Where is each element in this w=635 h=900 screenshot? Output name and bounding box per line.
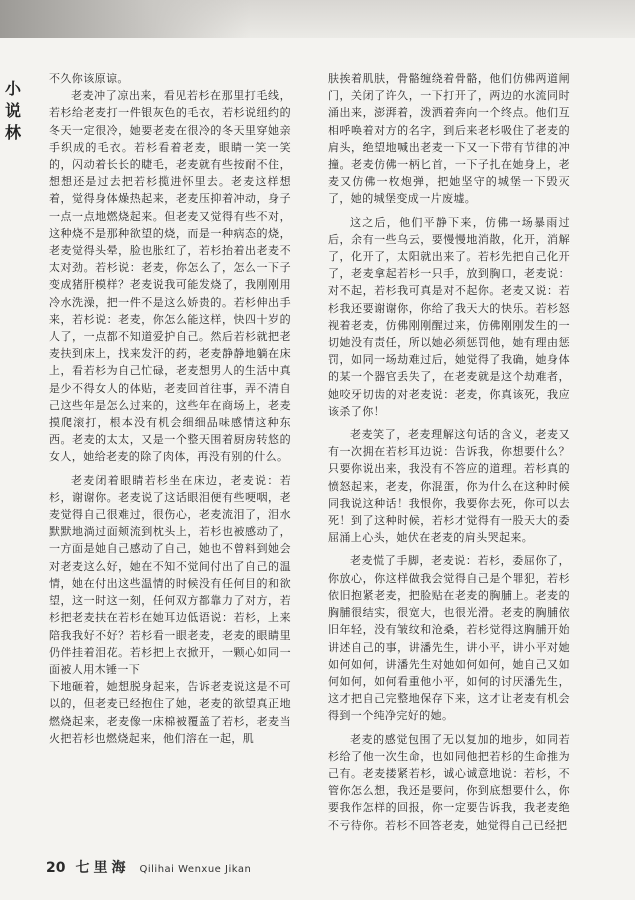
paragraph: 老麦冲了凉出来，看见若杉在那里打毛线，若杉给老麦打一件银灰色的毛衣，若杉说纽约的冬天一定很冷，她要老麦在很冷的冬天里穿她亲手织成的毛衣。若杉看着老麦，眼睛一笑一笑的，闪动着长长的睫毛，老麦就有些按耐不住，想想还是过去把若杉揽进怀里去。老麦这样想着，觉得身体燥热起来，老麦压抑着冲动，身子一点一点地燃烧起来。但老麦又觉得有些不对，这种烧不是那种欲望的烧，而是一种病态的烧，老麦觉得头晕，脸也胀红了，若杉抬着出老麦不太对劲。若杉说：老麦，你怎么了，怎么一下子变成猪肝模样？老麦说我可能发烧了，我刚刚用冷水洗澡，把一件不是这么娇贵的。若杉伸出手来，若杉说：老麦，你怎么能这样，快四十岁的人了，一点都不知道爱护自己。然后若杉就把老麦扶到床上，找来发汗的药，老麦静静地躺在床上，看若杉为自己忙碌，老麦想男人的生活中真是少不得女人的体贴，老麦回首往事，弄不清自己这些年是怎么过来的，这些年在商场上，老麦摸爬滚打，根本没有机会细细品味感情这种东西。老麦的太太，又是一个整天围着厨房转悠的女人，她给老麦的除了肉体，再没有别的什么。: [49, 89, 291, 464]
page-footer: [46, 857, 251, 877]
magazine-name-en: Qilihai Wenxue Jikan: [139, 864, 252, 875]
header-decoration: [0, 0, 250, 38]
section-label: 小说林: [4, 79, 21, 142]
left-column: [49, 70, 291, 747]
paragraph: 肤挨着肌肤，骨骼缠绕着骨骼，他们仿佛两道闸门，关闭了许久，一下打开了，两边的水流同时涌出来，澎湃着，泼洒着奔向一个终点。他们互相呼唤着对方的名字，到后来老杉吸住了老麦的肩头，绝望地喊出老麦一下又一下带有节律的冲撞。老麦仿佛一柄匕首，一下子扎在她身上，老麦又仿佛一枚炮弹，把她坚守的城堡一下毁灭了，她的城堡变成一片废墟。: [328, 72, 570, 206]
header-band: [0, 0, 635, 38]
paragraph: 老麦的感觉包围了无以复加的地步，如同若杉给了他一次生命，也如同他把若杉的生命推为己有。老麦搂紧若杉，诚心诚意地说：若杉，不管你怎么想，我还是要问，你到底想要什么，你要我作怎样的回报，你一定要告诉我，我老麦绝不亏待你。若杉不回答老麦，她觉得自己已经把: [328, 732, 570, 832]
paragraph: 不久你该原谅。: [49, 72, 129, 85]
paragraph: 老麦笑了，老麦理解这句话的含义，老麦又有一次拥在若杉耳边说：告诉我，你想要什么？只要你说出来，我没有不答应的道理。若杉真的愤怒起来，老麦，你混蛋，你为什么在这种时候同我说这种话！我恨你，我要你去死，你可以去死！到了这种时候，若杉才觉得有一股天大的委屈涌上心头，她伏在老麦的肩头哭起来。: [328, 428, 570, 545]
paragraph: 这之后，他们平静下来，仿佛一场暴雨过后，余有一些乌云，要慢慢地消散，化开，消解了，化开了，太阳就出来了。若杉先把自己化开了，老麦拿起若杉一只手，放到胸口，老麦说：对不起，若杉我可真是对不起你。老麦又说：若杉我还要谢谢你，你给了我天大的快乐。若杉怒视着老麦，仿佛刚刚醒过来，仿佛刚刚发生的一切她没有责任，所以她必须惩罚他，她有理由惩罚，如同一场劫难过后，她觉得了我确，她身体的某一个器官丢失了，在老麦就是这个劫难者，她咬牙切齿的对老麦说：老麦，你真该死，我应该杀了你！: [328, 215, 570, 418]
paragraph: 老麦慌了手脚，老麦说：若杉，委屈你了，你放心，你这样做我会觉得自己是个罪犯，若杉依旧抱紧老麦，把脸贴在老麦的胸脯上。老麦的胸脯很结实，很宽大，也很光滑。老麦的胸脯依旧年轻，没有皱纹和沧桑，若杉觉得这胸脯开始讲述自己的事，讲潘先生，讲小平，讲小平对她如何如何，讲潘先生对她如何如何，她自己又如何如何，如何看重他小平，如何的讨厌潘先生，这才把自己完整地保存下来，这才让老麦有机会得到一个纯净完好的她。: [328, 554, 570, 723]
magazine-name: 七里海: [75, 860, 130, 876]
page-number: 20: [46, 860, 66, 876]
right-column: [328, 70, 570, 834]
paragraph: 老麦闭着眼睛若杉坐在床边，老麦说：若杉，谢谢你。老麦说了这话眼泪便有些哽咽，老麦觉得自己很难过，很伤心，老麦流泪了，泪水默默地淌过面颊流到枕头上，若杉也被感动了，一方面是她自己感动了自己，她也不曾料到她会对老麦这么好，她在不知不觉间付出了自己的温情，她在付出这些温情的时候没有任何目的和欲望，这一时这一刻，任何双方都靠力了对方，若杉把老麦扶在若杉在她耳边低语说：若杉，上来陪我我好不好？若杉看一眼老麦，老麦的眼睛里仍伴挂着泪花。若杉把上衣掀开，一颗心如同一面被人用木锤一下: [49, 473, 291, 676]
paragraph: 下地砸着，她想脱身起来，告诉老麦说这是不可以的，但老麦已经抱住了她，老麦的欲望真正地燃烧起来，老麦像一床棉被覆盖了若杉，老麦当火把若杉也燃烧起来，他们溶在一起，肌: [49, 680, 291, 745]
